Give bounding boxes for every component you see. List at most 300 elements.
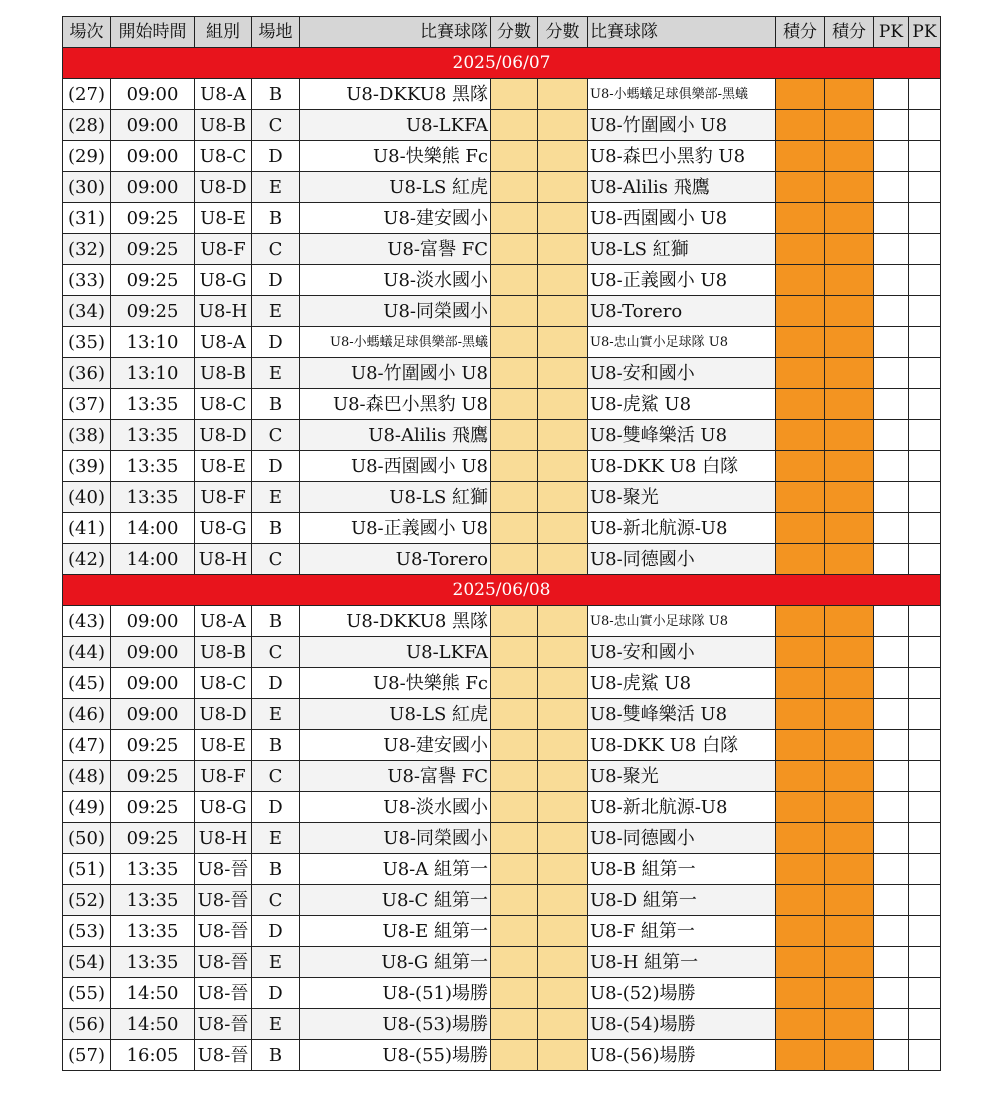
away-pk-cell[interactable] [909,544,941,575]
away-score-cell[interactable] [538,234,588,265]
home-score-cell[interactable] [491,792,538,823]
home-points-cell[interactable] [776,699,825,730]
away-team: U8-同德國小 [588,544,776,575]
home-points-cell[interactable] [776,327,825,358]
home-points-cell[interactable] [776,482,825,513]
header-away-points: 積分 [825,17,874,48]
table-row [63,203,941,234]
start-time: 09:00 [111,637,195,668]
start-time: 09:00 [111,79,195,110]
home-pk-cell[interactable] [874,637,909,668]
home-pk-cell[interactable] [874,513,909,544]
away-score-cell[interactable] [538,823,588,854]
match-number: (42) [63,544,111,575]
away-points-cell[interactable] [825,451,874,482]
group-name: U8-F [195,482,252,513]
match-number: (55) [63,978,111,1009]
home-points-cell[interactable] [776,265,825,296]
table-row [63,699,941,730]
away-points-cell[interactable] [825,792,874,823]
home-pk-cell[interactable] [874,544,909,575]
home-points-cell[interactable] [776,451,825,482]
away-pk-cell[interactable] [909,265,941,296]
match-number: (44) [63,637,111,668]
away-points-cell[interactable] [825,823,874,854]
away-score-cell[interactable] [538,110,588,141]
away-score-cell[interactable] [538,885,588,916]
home-team: U8-(55)場勝 [300,1040,491,1071]
venue: C [252,420,300,451]
home-points-cell[interactable] [776,420,825,451]
away-score-cell[interactable] [538,1040,588,1071]
home-team: U8-快樂熊 Fc [300,668,491,699]
start-time: 13:35 [111,482,195,513]
home-pk-cell[interactable] [874,265,909,296]
home-points-cell[interactable] [776,203,825,234]
away-points-cell[interactable] [825,885,874,916]
away-team: U8-小螞蟻足球俱樂部-黑蟻 [588,79,776,110]
home-pk-cell[interactable] [874,916,909,947]
home-score-cell[interactable] [491,1040,538,1071]
date-banner: 2025/06/07 [63,48,941,79]
match-number: (36) [63,358,111,389]
away-points-cell[interactable] [825,172,874,203]
away-points-cell[interactable] [825,420,874,451]
header-away-team: 比賽球隊 [588,17,776,48]
header-home-team: 比賽球隊 [300,17,491,48]
away-points-cell[interactable] [825,761,874,792]
header-row [63,17,941,48]
venue: D [252,451,300,482]
start-time: 09:25 [111,730,195,761]
venue: E [252,823,300,854]
home-pk-cell[interactable] [874,389,909,420]
away-pk-cell[interactable] [909,482,941,513]
away-score-cell[interactable] [538,265,588,296]
home-points-cell[interactable] [776,1009,825,1040]
home-pk-cell[interactable] [874,792,909,823]
home-team: U8-森巴小黑豹 U8 [300,389,491,420]
home-pk-cell[interactable] [874,978,909,1009]
home-points-cell[interactable] [776,544,825,575]
away-points-cell[interactable] [825,358,874,389]
home-score-cell[interactable] [491,79,538,110]
group-name: U8-B [195,358,252,389]
venue: C [252,544,300,575]
group-name: U8-D [195,699,252,730]
home-pk-cell[interactable] [874,1040,909,1071]
away-team: U8-森巴小黑豹 U8 [588,141,776,172]
home-score-cell[interactable] [491,327,538,358]
away-pk-cell[interactable] [909,420,941,451]
away-score-cell[interactable] [538,544,588,575]
home-score-cell[interactable] [491,141,538,172]
away-score-cell[interactable] [538,327,588,358]
home-pk-cell[interactable] [874,451,909,482]
home-team: U8-C 組第一 [300,885,491,916]
away-score-cell[interactable] [538,172,588,203]
away-points-cell[interactable] [825,1009,874,1040]
away-points-cell[interactable] [825,203,874,234]
home-team: U8-建安國小 [300,203,491,234]
match-number: (43) [63,606,111,637]
away-pk-cell[interactable] [909,637,941,668]
table-row [63,978,941,1009]
home-pk-cell[interactable] [874,358,909,389]
away-pk-cell[interactable] [909,358,941,389]
home-points-cell[interactable] [776,606,825,637]
venue: E [252,296,300,327]
match-number: (57) [63,1040,111,1071]
home-team: U8-快樂熊 Fc [300,141,491,172]
away-points-cell[interactable] [825,916,874,947]
match-number: (53) [63,916,111,947]
date-banner-row [63,48,941,79]
venue: C [252,761,300,792]
start-time: 09:00 [111,699,195,730]
match-number: (28) [63,110,111,141]
group-name: U8-A [195,606,252,637]
home-score-cell[interactable] [491,544,538,575]
table-row [63,792,941,823]
home-team: U8-E 組第一 [300,916,491,947]
home-points-cell[interactable] [776,978,825,1009]
away-pk-cell[interactable] [909,141,941,172]
home-score-cell[interactable] [491,947,538,978]
venue: C [252,110,300,141]
home-points-cell[interactable] [776,792,825,823]
home-points-cell[interactable] [776,141,825,172]
header-home-score: 分數 [491,17,538,48]
start-time: 13:35 [111,420,195,451]
group-name: U8-A [195,79,252,110]
home-score-cell[interactable] [491,482,538,513]
home-pk-cell[interactable] [874,234,909,265]
home-score-cell[interactable] [491,451,538,482]
home-points-cell[interactable] [776,730,825,761]
group-name: U8-晉 [195,1009,252,1040]
home-score-cell[interactable] [491,668,538,699]
home-score-cell[interactable] [491,699,538,730]
away-score-cell[interactable] [538,1009,588,1040]
start-time: 09:00 [111,606,195,637]
home-score-cell[interactable] [491,265,538,296]
home-points-cell[interactable] [776,296,825,327]
home-team: U8-LS 紅虎 [300,699,491,730]
home-points-cell[interactable] [776,389,825,420]
away-pk-cell[interactable] [909,296,941,327]
home-points-cell[interactable] [776,916,825,947]
start-time: 09:00 [111,110,195,141]
away-score-cell[interactable] [538,730,588,761]
away-points-cell[interactable] [825,141,874,172]
away-points-cell[interactable] [825,606,874,637]
home-pk-cell[interactable] [874,327,909,358]
start-time: 13:10 [111,358,195,389]
home-pk-cell[interactable] [874,1009,909,1040]
venue: D [252,327,300,358]
away-pk-cell[interactable] [909,513,941,544]
away-team: U8-正義國小 U8 [588,265,776,296]
away-score-cell[interactable] [538,451,588,482]
table-row [63,823,941,854]
away-pk-cell[interactable] [909,79,941,110]
home-pk-cell[interactable] [874,420,909,451]
away-score-cell[interactable] [538,482,588,513]
home-pk-cell[interactable] [874,79,909,110]
home-score-cell[interactable] [491,1009,538,1040]
group-name: U8-E [195,451,252,482]
away-score-cell[interactable] [538,141,588,172]
away-score-cell[interactable] [538,296,588,327]
away-pk-cell[interactable] [909,792,941,823]
home-score-cell[interactable] [491,823,538,854]
away-score-cell[interactable] [538,947,588,978]
away-score-cell[interactable] [538,606,588,637]
away-score-cell[interactable] [538,792,588,823]
away-points-cell[interactable] [825,637,874,668]
away-points-cell[interactable] [825,327,874,358]
home-team: U8-同榮國小 [300,296,491,327]
home-team: U8-同榮國小 [300,823,491,854]
home-score-cell[interactable] [491,637,538,668]
away-points-cell[interactable] [825,234,874,265]
home-points-cell[interactable] [776,172,825,203]
away-points-cell[interactable] [825,296,874,327]
home-points-cell[interactable] [776,823,825,854]
away-team: U8-忠山實小足球隊 U8 [588,606,776,637]
venue: B [252,513,300,544]
table-row [63,1040,941,1071]
start-time: 09:00 [111,668,195,699]
home-pk-cell[interactable] [874,110,909,141]
away-points-cell[interactable] [825,389,874,420]
table-row [63,637,941,668]
away-score-cell[interactable] [538,978,588,1009]
home-pk-cell[interactable] [874,172,909,203]
home-points-cell[interactable] [776,637,825,668]
table-row [63,234,941,265]
home-pk-cell[interactable] [874,761,909,792]
home-team: U8-西園國小 U8 [300,451,491,482]
group-name: U8-B [195,110,252,141]
away-pk-cell[interactable] [909,606,941,637]
away-points-cell[interactable] [825,265,874,296]
away-pk-cell[interactable] [909,668,941,699]
away-score-cell[interactable] [538,916,588,947]
home-score-cell[interactable] [491,730,538,761]
match-number: (49) [63,792,111,823]
table-row [63,947,941,978]
venue: E [252,358,300,389]
match-number: (54) [63,947,111,978]
away-points-cell[interactable] [825,513,874,544]
away-team: U8-(54)場勝 [588,1009,776,1040]
venue: B [252,854,300,885]
home-points-cell[interactable] [776,79,825,110]
table-row [63,265,941,296]
away-team: U8-H 組第一 [588,947,776,978]
home-score-cell[interactable] [491,606,538,637]
home-points-cell[interactable] [776,234,825,265]
table-row [63,172,941,203]
table-row [63,389,941,420]
start-time: 09:00 [111,141,195,172]
match-number: (39) [63,451,111,482]
venue: C [252,637,300,668]
table-row [63,606,941,637]
away-points-cell[interactable] [825,730,874,761]
away-score-cell[interactable] [538,420,588,451]
match-number: (30) [63,172,111,203]
group-name: U8-F [195,761,252,792]
away-pk-cell[interactable] [909,947,941,978]
home-team: U8-LS 紅獅 [300,482,491,513]
away-points-cell[interactable] [825,854,874,885]
home-points-cell[interactable] [776,885,825,916]
away-pk-cell[interactable] [909,823,941,854]
away-score-cell[interactable] [538,513,588,544]
away-pk-cell[interactable] [909,110,941,141]
home-pk-cell[interactable] [874,947,909,978]
venue: E [252,482,300,513]
group-name: U8-晉 [195,916,252,947]
home-pk-cell[interactable] [874,854,909,885]
venue: D [252,668,300,699]
home-score-cell[interactable] [491,358,538,389]
home-score-cell[interactable] [491,234,538,265]
home-pk-cell[interactable] [874,296,909,327]
away-score-cell[interactable] [538,699,588,730]
away-points-cell[interactable] [825,110,874,141]
home-pk-cell[interactable] [874,203,909,234]
home-score-cell[interactable] [491,172,538,203]
home-points-cell[interactable] [776,854,825,885]
start-time: 13:35 [111,854,195,885]
away-points-cell[interactable] [825,699,874,730]
home-pk-cell[interactable] [874,668,909,699]
home-points-cell[interactable] [776,947,825,978]
away-pk-cell[interactable] [909,885,941,916]
away-pk-cell[interactable] [909,854,941,885]
away-pk-cell[interactable] [909,451,941,482]
home-pk-cell[interactable] [874,730,909,761]
home-pk-cell[interactable] [874,885,909,916]
away-points-cell[interactable] [825,947,874,978]
away-pk-cell[interactable] [909,916,941,947]
start-time: 13:35 [111,885,195,916]
group-name: U8-D [195,172,252,203]
home-score-cell[interactable] [491,420,538,451]
away-score-cell[interactable] [538,203,588,234]
home-score-cell[interactable] [491,885,538,916]
away-score-cell[interactable] [538,389,588,420]
home-points-cell[interactable] [776,761,825,792]
home-score-cell[interactable] [491,513,538,544]
home-pk-cell[interactable] [874,141,909,172]
home-team: U8-富譽 FC [300,234,491,265]
header-start-time: 開始時間 [111,17,195,48]
away-score-cell[interactable] [538,854,588,885]
home-points-cell[interactable] [776,668,825,699]
away-score-cell[interactable] [538,637,588,668]
group-name: U8-C [195,668,252,699]
home-pk-cell[interactable] [874,482,909,513]
away-pk-cell[interactable] [909,234,941,265]
venue: E [252,1009,300,1040]
match-number: (51) [63,854,111,885]
home-score-cell[interactable] [491,761,538,792]
start-time: 09:25 [111,203,195,234]
group-name: U8-E [195,730,252,761]
away-points-cell[interactable] [825,544,874,575]
home-score-cell[interactable] [491,203,538,234]
away-score-cell[interactable] [538,761,588,792]
away-team: U8-安和國小 [588,358,776,389]
table-row [63,482,941,513]
home-score-cell[interactable] [491,296,538,327]
away-points-cell[interactable] [825,978,874,1009]
away-pk-cell[interactable] [909,761,941,792]
away-score-cell[interactable] [538,79,588,110]
home-points-cell[interactable] [776,513,825,544]
home-score-cell[interactable] [491,110,538,141]
away-pk-cell[interactable] [909,1009,941,1040]
away-team: U8-竹圍國小 U8 [588,110,776,141]
away-pk-cell[interactable] [909,699,941,730]
home-pk-cell[interactable] [874,823,909,854]
home-points-cell[interactable] [776,358,825,389]
table-row [63,358,941,389]
start-time: 14:50 [111,1009,195,1040]
header-home-points: 積分 [776,17,825,48]
venue: C [252,885,300,916]
venue: B [252,389,300,420]
home-points-cell[interactable] [776,1040,825,1071]
venue: B [252,606,300,637]
home-pk-cell[interactable] [874,606,909,637]
group-name: U8-F [195,234,252,265]
away-pk-cell[interactable] [909,1040,941,1071]
away-team: U8-新北航源-U8 [588,792,776,823]
away-points-cell[interactable] [825,482,874,513]
home-score-cell[interactable] [491,978,538,1009]
away-pk-cell[interactable] [909,172,941,203]
home-pk-cell[interactable] [874,699,909,730]
away-pk-cell[interactable] [909,730,941,761]
home-score-cell[interactable] [491,916,538,947]
away-points-cell[interactable] [825,79,874,110]
home-team: U8-小螞蟻足球俱樂部-黑蟻 [300,327,491,358]
start-time: 14:50 [111,978,195,1009]
home-score-cell[interactable] [491,854,538,885]
away-pk-cell[interactable] [909,978,941,1009]
away-score-cell[interactable] [538,668,588,699]
group-name: U8-H [195,296,252,327]
away-pk-cell[interactable] [909,327,941,358]
group-name: U8-晉 [195,1040,252,1071]
away-score-cell[interactable] [538,358,588,389]
home-points-cell[interactable] [776,110,825,141]
home-team: U8-G 組第一 [300,947,491,978]
home-score-cell[interactable] [491,389,538,420]
away-pk-cell[interactable] [909,389,941,420]
away-points-cell[interactable] [825,668,874,699]
match-number: (40) [63,482,111,513]
away-points-cell[interactable] [825,1040,874,1071]
away-pk-cell[interactable] [909,203,941,234]
table-row [63,296,941,327]
